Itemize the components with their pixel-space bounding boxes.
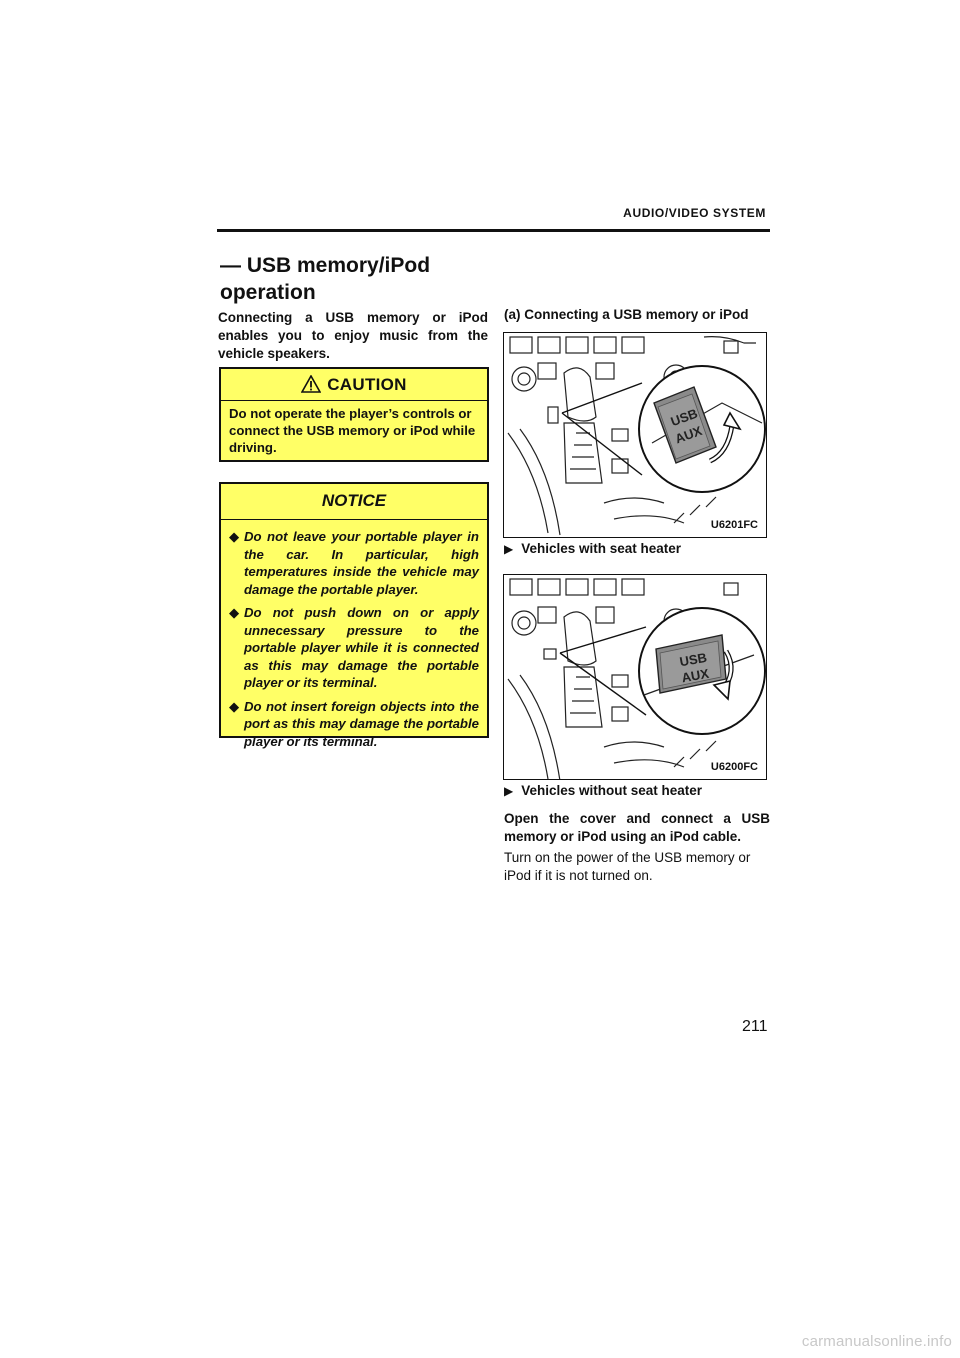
- section-title: — USB memory/iPod operation: [220, 254, 431, 304]
- notice-item: [229, 604, 479, 692]
- console-illustration: [504, 333, 766, 537]
- notice-box: [219, 482, 489, 749]
- notice-item-text: Do not insert foreign objects into the port as this may damage the portable player or its terminal.: [244, 698, 479, 749]
- figure-caption-without-seat-heater: [504, 783, 702, 798]
- caution-divider: [221, 400, 487, 401]
- header-title: AUDIO/VIDEO SYSTEM: [623, 206, 766, 220]
- notice-item: [229, 698, 479, 751]
- bullet-icon: ◆: [229, 698, 240, 714]
- caption-text: Vehicles with seat heater: [521, 541, 682, 556]
- instruction-text: Open the cover and connect a USB memory or iPod using an iPod cable.: [504, 811, 770, 844]
- notice-item-text: Do not push down on or apply unnecessary pressure to the portable player while it is connected as this may damage the portable player or its terminal.: [244, 605, 479, 690]
- caution-heading: [221, 375, 487, 395]
- notice-list: [229, 528, 479, 756]
- bullet-icon: ◆: [229, 529, 240, 544]
- aux-port-label: AUX: [673, 422, 704, 447]
- aux-port-label: AUX: [680, 665, 711, 686]
- caution-box: [219, 367, 489, 462]
- caution-heading-text: CAUTION: [327, 375, 407, 394]
- bullet-icon: ◆: [229, 605, 240, 620]
- notice-item: [229, 528, 479, 598]
- note-text: Turn on the power of the USB memory or iPod if it is not turned on.: [504, 850, 751, 883]
- triangle-pointer-icon: ▶: [504, 542, 514, 556]
- intro-paragraph: Connecting a USB memory or iPod enables you to enjoy music from the vehicle speakers.: [218, 310, 488, 361]
- caution-text: Do not operate the player’s controls or connect the USB memory or iPod while driving.: [229, 406, 476, 455]
- notice-divider: [221, 519, 487, 520]
- warning-triangle-icon: [301, 375, 321, 393]
- step-label: (a) Connecting a USB memory or iPod: [504, 307, 749, 322]
- console-illustration: [504, 575, 766, 779]
- caption-text: Vehicles without seat heater: [521, 783, 703, 798]
- figure-code: U6201FC: [710, 519, 758, 531]
- triangle-pointer-icon: ▶: [504, 784, 514, 798]
- notice-item-text: Do not leave your portable player in the car. In particular, high temperatures inside the vehicle may damage the portable player.: [244, 529, 479, 597]
- figure-usb-port-without-seat-heater: [503, 574, 767, 780]
- header-rule: [217, 229, 770, 232]
- figure-usb-port-with-seat-heater: [503, 332, 767, 538]
- usb-port-label: USB: [678, 649, 709, 670]
- figure-caption-with-seat-heater: [504, 541, 681, 556]
- usb-port-label: USB: [668, 405, 700, 430]
- page-number: 211: [742, 1018, 768, 1035]
- notice-heading: NOTICE: [321, 491, 387, 510]
- figure-code: U6200FC: [710, 761, 758, 773]
- watermark: carmanualsonline.info: [801, 1333, 952, 1350]
